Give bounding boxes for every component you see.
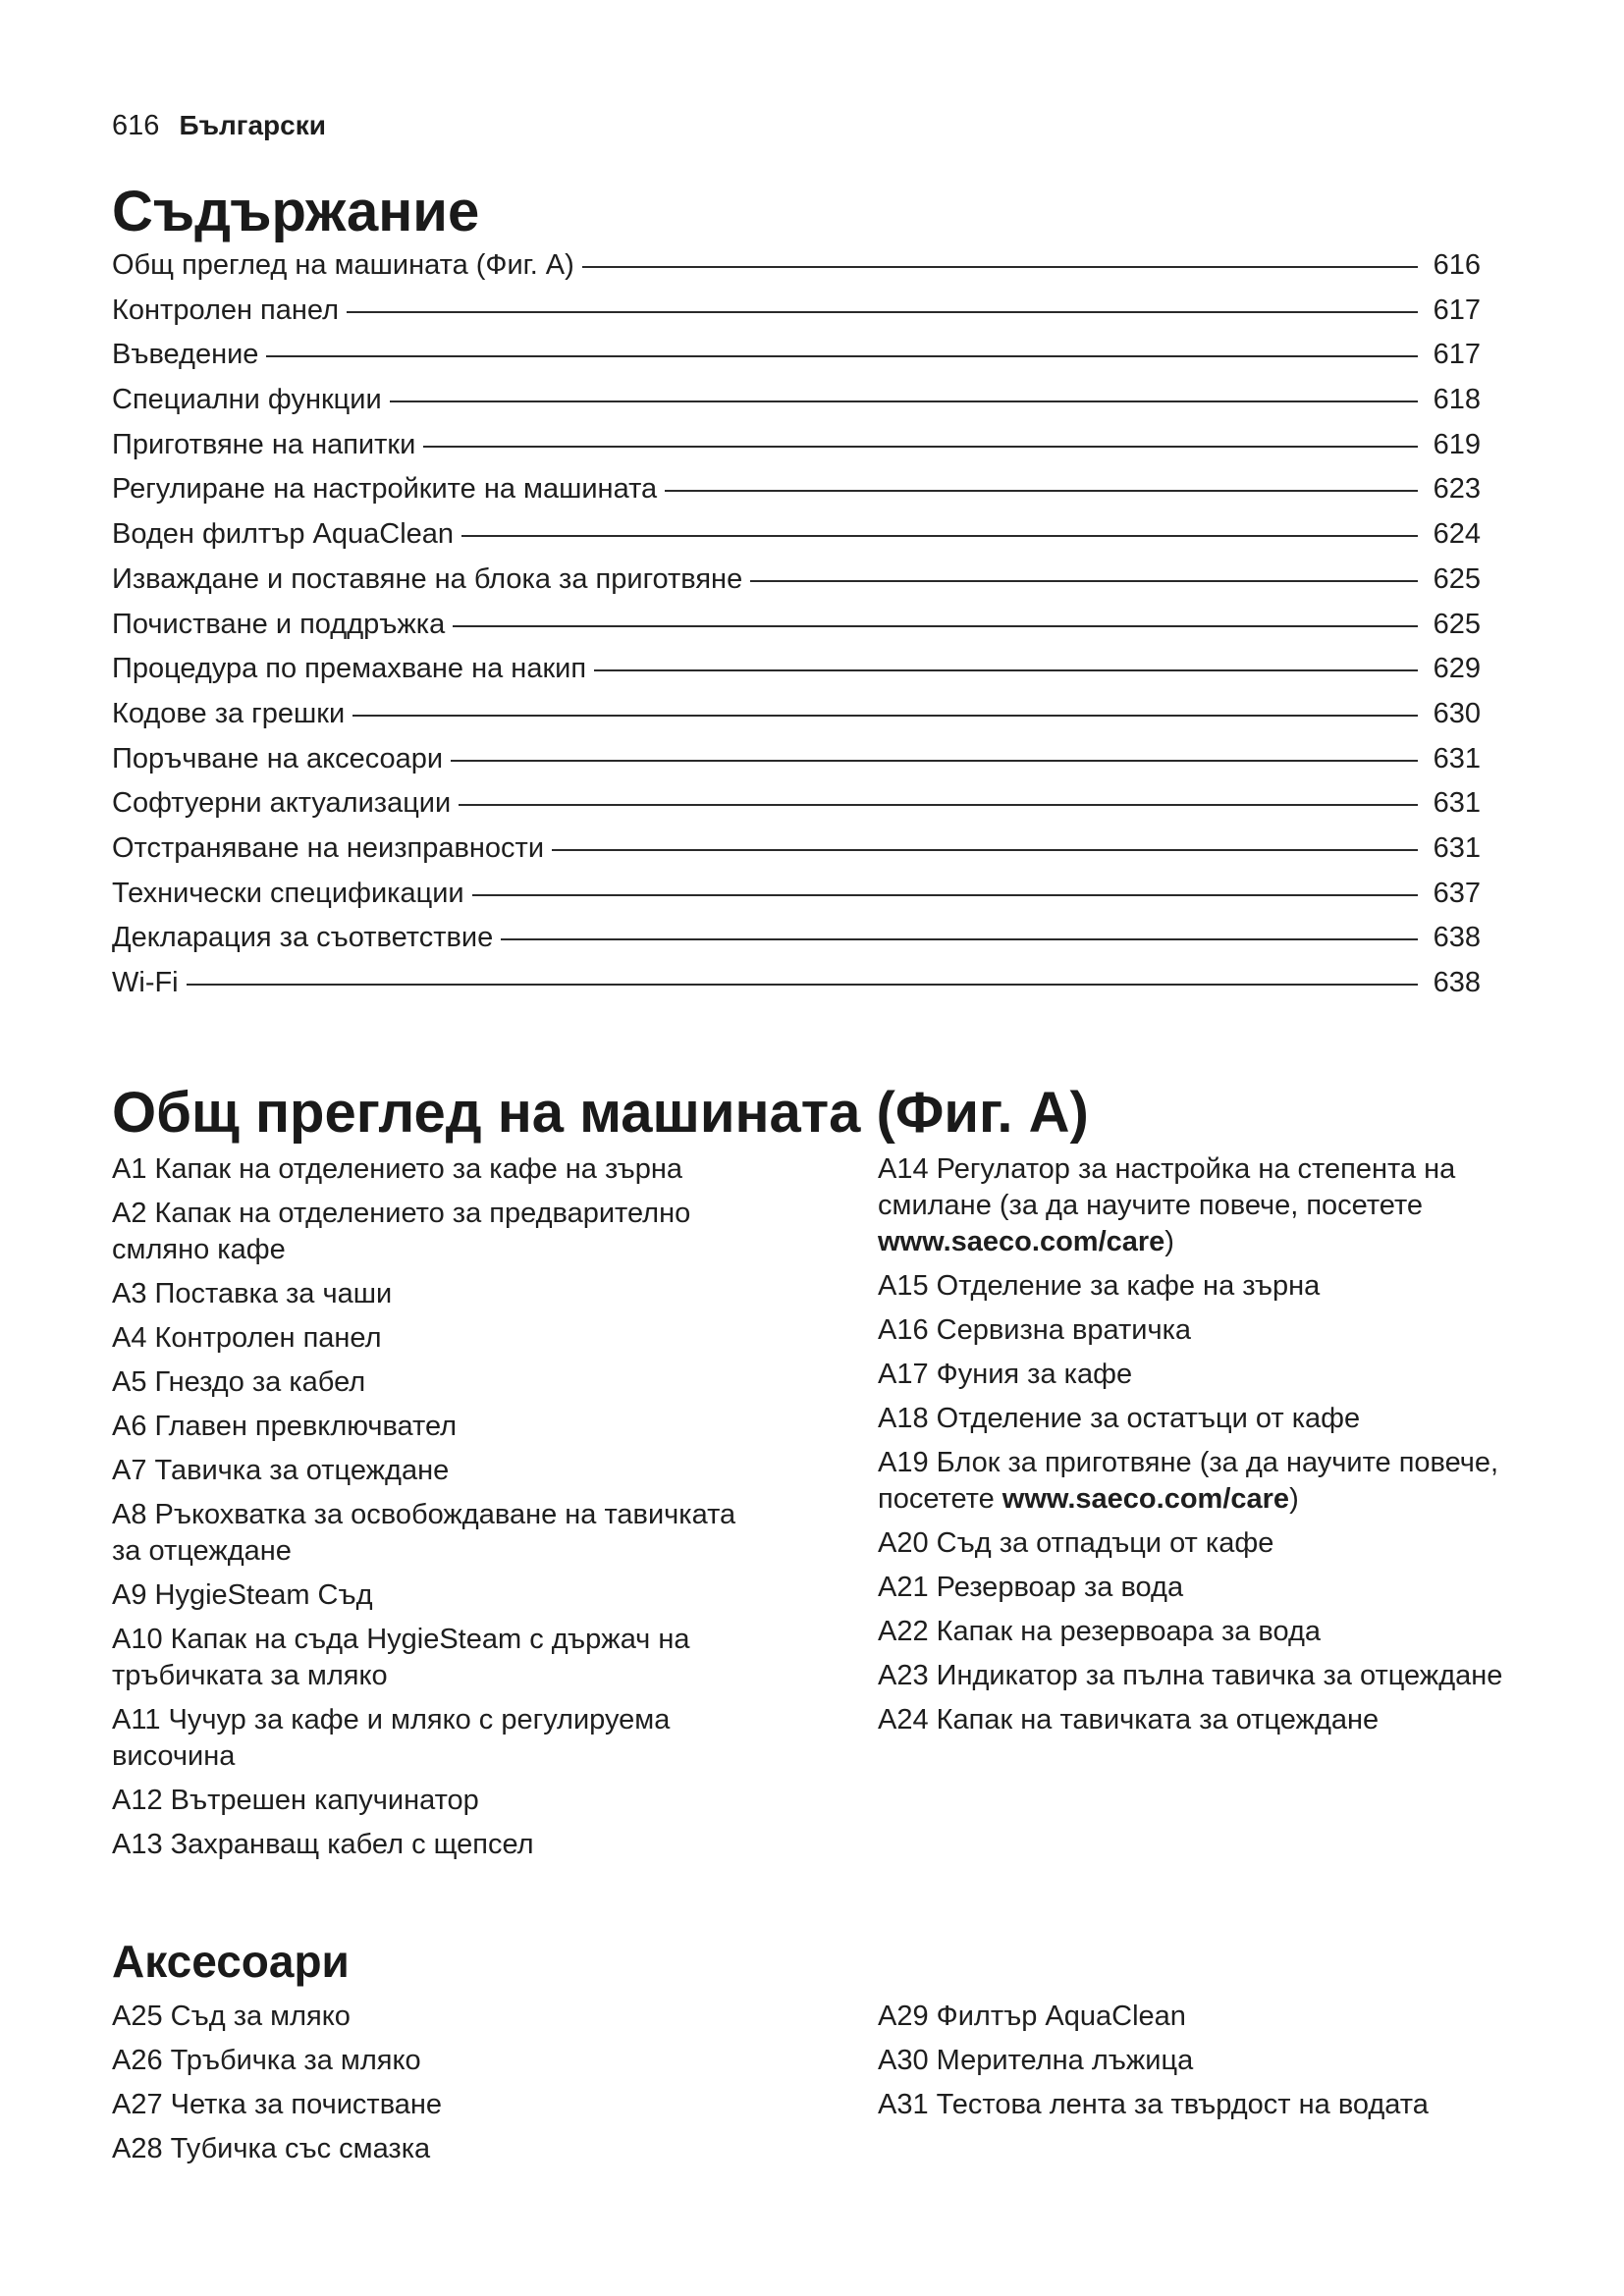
part-item: A24 Капак на тавичката за отцеждане — [878, 1704, 1380, 1735]
toc-entry-title: Воден филтър AquaClean — [112, 518, 455, 551]
part-item: A16 Сервизна вратичка — [878, 1314, 1192, 1346]
part-item: A7 Тавичка за отцеждане — [112, 1455, 450, 1486]
table-of-contents — [112, 249, 1481, 1012]
toc-heading: Съдържание — [112, 180, 480, 243]
toc-leader-line — [352, 715, 1418, 717]
part-item: A23 Индикатор за пълна тавичка за отцеждане — [878, 1660, 1503, 1691]
accessory-item: A26 Тръбичка за мляко — [112, 2045, 421, 2076]
toc-entry-page: 616 — [1433, 249, 1481, 281]
toc-leader-line — [390, 400, 1418, 402]
toc-entry[interactable] — [112, 743, 1481, 788]
toc-entry-page: 631 — [1433, 787, 1481, 820]
toc-leader-line — [423, 446, 1418, 448]
toc-entry-page: 631 — [1433, 831, 1481, 864]
toc-entry-page: 623 — [1433, 473, 1481, 506]
toc-entry[interactable] — [112, 429, 1481, 474]
toc-entry-page: 617 — [1433, 339, 1481, 371]
part-item: A17 Фуния за кафе — [878, 1359, 1133, 1390]
toc-entry[interactable] — [112, 787, 1481, 832]
toc-entry-title: Регулиране на настройките на машината — [112, 473, 658, 506]
accessories-left-column — [112, 1999, 760, 2175]
toc-entry-title: Приготвяне на напитки — [112, 428, 416, 460]
toc-entry-title: Въведение — [112, 339, 259, 371]
toc-leader-line — [750, 580, 1418, 582]
toc-entry-page: 617 — [1433, 294, 1481, 326]
part-item: A21 Резервоар за вода — [878, 1572, 1184, 1603]
toc-entry-page: 629 — [1433, 653, 1481, 685]
toc-entry-title: Wi-Fi — [112, 967, 179, 998]
part-item: A5 Гнездо за кабел — [112, 1366, 366, 1398]
toc-entry[interactable] — [112, 698, 1481, 743]
part-item: A4 Контролен панел — [112, 1322, 382, 1354]
part-item: A11 Чучур за кафе и мляко с регулируема височина — [112, 1704, 671, 1772]
accessory-item: A30 Мерителна лъжица — [878, 2045, 1194, 2076]
part-item: A1 Капак на отделението за кафе на зърна — [112, 1153, 683, 1185]
toc-leader-line — [451, 760, 1418, 762]
part-item: A6 Главен превключвател — [112, 1411, 458, 1442]
toc-entry[interactable] — [112, 518, 1481, 563]
toc-leader-line — [594, 669, 1418, 671]
toc-entry-title: Контролен панел — [112, 294, 339, 326]
toc-leader-line — [501, 938, 1418, 940]
part-item: A20 Съд за отпадъци от кафе — [878, 1527, 1274, 1559]
part-item: A8 Ръкохватка за освобождаване на тавичката за отцеждане — [112, 1499, 736, 1567]
toc-leader-line — [472, 894, 1418, 896]
part-item: A18 Отделение за остатъци от кафе — [878, 1403, 1361, 1434]
accessories-right-column — [878, 1999, 1526, 2175]
language-label: Български — [179, 110, 326, 140]
toc-entry-page: 631 — [1433, 742, 1481, 774]
toc-leader-line — [453, 625, 1418, 627]
part-item-suffix: ) — [1164, 1226, 1174, 1257]
toc-entry[interactable] — [112, 384, 1481, 429]
part-item: A2 Капак на отделението за предварително смляно кафе — [112, 1198, 691, 1265]
toc-entry[interactable] — [112, 653, 1481, 698]
accessory-item: A25 Съд за мляко — [112, 2001, 351, 2032]
toc-entry[interactable] — [112, 294, 1481, 340]
toc-entry-title: Декларация за съответствие — [112, 922, 494, 954]
toc-entry-page: 624 — [1433, 518, 1481, 551]
accessory-item: A27 Четка за почистване — [112, 2089, 443, 2120]
toc-entry-page: 618 — [1433, 384, 1481, 416]
toc-entry-page: 619 — [1433, 428, 1481, 460]
toc-entry[interactable] — [112, 609, 1481, 654]
part-item — [878, 1445, 1526, 1518]
toc-entry-title: Изваждане и поставяне на блока за приготвяне — [112, 562, 743, 595]
toc-entry[interactable] — [112, 832, 1481, 878]
toc-leader-line — [266, 355, 1418, 357]
toc-entry-page: 638 — [1433, 967, 1481, 998]
part-item: A15 Отделение за кафе на зърна — [878, 1270, 1321, 1302]
saeco-care-link[interactable]: www.saeco.com/care — [1001, 1483, 1290, 1515]
document-page — [112, 0, 1526, 2296]
part-item-text: A14 Регулатор за настройка на степента на смилане (за да научите повече, посетете — [878, 1153, 1456, 1221]
part-item: A9 HygieSteam Съд — [112, 1579, 373, 1611]
toc-entry-page: 630 — [1433, 697, 1481, 729]
toc-leader-line — [665, 490, 1418, 492]
part-item: A10 Капак на съда HygieSteam с държач на тръбичката за мляко — [112, 1624, 690, 1691]
overview-left-column — [112, 1151, 760, 1871]
accessories-heading: Аксесоари — [112, 1936, 350, 1987]
toc-leader-line — [552, 849, 1418, 851]
toc-entry[interactable] — [112, 967, 1481, 1012]
toc-entry[interactable] — [112, 878, 1481, 923]
accessories-list — [112, 1999, 1526, 2175]
part-item-text: A19 Блок за приготвяне (за да научите повече, посетете — [878, 1447, 1499, 1515]
toc-entry-title: Процедура по премахване на накип — [112, 653, 587, 685]
toc-entry[interactable] — [112, 339, 1481, 384]
part-item: A12 Вътрешен капучинатор — [112, 1785, 479, 1816]
overview-heading: Общ преглед на машината (Фиг. A) — [112, 1081, 1089, 1145]
toc-leader-line — [187, 984, 1418, 986]
part-item-suffix: ) — [1289, 1483, 1299, 1515]
toc-entry-title: Почистване и поддръжка — [112, 608, 446, 640]
toc-entry-page: 625 — [1433, 608, 1481, 640]
page-number: 616 — [112, 110, 160, 141]
accessory-item: A29 Филтър AquaClean — [878, 2001, 1186, 2032]
toc-entry[interactable] — [112, 473, 1481, 518]
toc-leader-line — [582, 266, 1418, 268]
toc-entry[interactable] — [112, 563, 1481, 609]
accessory-item: A28 Тубичка със смазка — [112, 2133, 431, 2164]
accessory-item: A31 Тестова лента за твърдост на водата — [878, 2089, 1429, 2120]
toc-leader-line — [347, 311, 1418, 313]
toc-entry-page: 638 — [1433, 922, 1481, 954]
toc-leader-line — [459, 804, 1418, 806]
toc-entry-title: Общ преглед на машината (Фиг. A) — [112, 249, 574, 281]
toc-entry-title: Отстраняване на неизправности — [112, 831, 545, 864]
overview-parts-list — [112, 1151, 1526, 1871]
toc-entry-title: Специални функции — [112, 384, 382, 416]
toc-entry-title: Кодове за грешки — [112, 697, 346, 729]
toc-entry-page: 637 — [1433, 877, 1481, 909]
toc-entry-title: Поръчване на аксесоари — [112, 742, 444, 774]
part-item: A13 Захранващ кабел с щепсел — [112, 1829, 534, 1860]
running-header — [112, 106, 326, 145]
toc-leader-line — [461, 535, 1418, 537]
toc-entry[interactable] — [112, 249, 1481, 294]
part-item: A22 Капак на резервоара за вода — [878, 1616, 1322, 1647]
overview-right-column — [878, 1151, 1526, 1871]
part-item: A3 Поставка за чаши — [112, 1278, 393, 1309]
toc-entry[interactable] — [112, 922, 1481, 967]
toc-entry-title: Софтуерни актуализации — [112, 787, 452, 820]
part-item — [878, 1151, 1526, 1260]
saeco-care-link[interactable]: www.saeco.com/care — [878, 1226, 1165, 1257]
toc-entry-page: 625 — [1433, 562, 1481, 595]
toc-entry-title: Технически спецификации — [112, 877, 464, 909]
